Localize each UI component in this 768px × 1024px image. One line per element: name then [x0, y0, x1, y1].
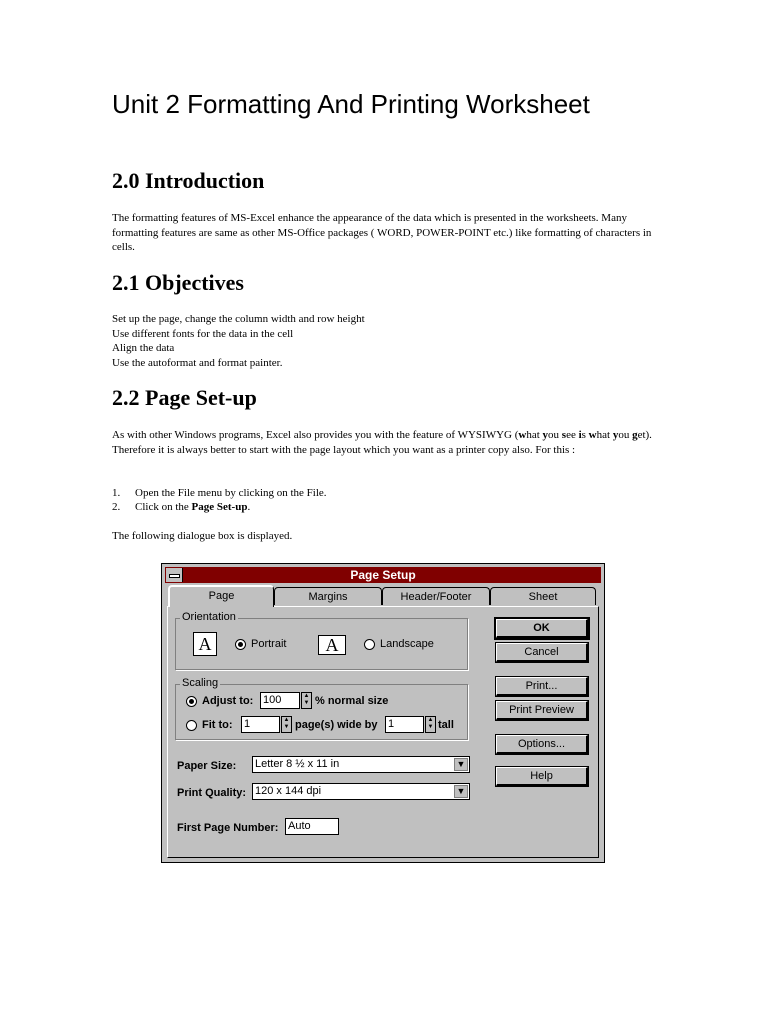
cancel-button[interactable]: Cancel	[496, 643, 588, 662]
fit-tall-input[interactable]: 1	[385, 716, 424, 733]
portrait-page-icon: A	[193, 632, 217, 656]
normal-size-label: % normal size	[315, 695, 389, 707]
fit-to-label: Fit to:	[202, 719, 233, 731]
paper-size-dropdown-icon[interactable]: ▼	[454, 758, 468, 771]
orientation-label: Orientation	[182, 611, 236, 623]
objectives-list	[112, 312, 652, 370]
landscape-radio[interactable]	[364, 639, 375, 650]
print-preview-button[interactable]: Print Preview	[496, 701, 588, 720]
help-button[interactable]: Help	[496, 767, 588, 786]
introduction-paragraph: The formatting features of MS-Excel enhance the appearance of the data which is presented in the worksheets. Many formatting features are same as other MS-Office packages ( WORD, POWER-POINT etc.) like formatting of characters in cells.	[112, 212, 652, 253]
first-page-number-label: First Page Number:	[177, 822, 279, 834]
objective-item: Align the data	[112, 342, 175, 354]
ok-button[interactable]: OK	[496, 619, 588, 638]
tab-sheet[interactable]: Sheet	[490, 587, 596, 605]
page-setup-dialog	[161, 563, 605, 863]
objective-item: Set up the page, change the column width and row height	[112, 313, 365, 325]
landscape-label: Landscape	[380, 638, 434, 650]
pages-wide-label: page(s) wide by	[295, 719, 378, 731]
tall-label: tall	[438, 719, 454, 731]
adjust-to-label: Adjust to:	[202, 695, 254, 707]
adjust-to-input[interactable]: 100	[260, 692, 300, 709]
tab-margins[interactable]: Margins	[274, 587, 382, 605]
scaling-label: Scaling	[182, 677, 219, 689]
portrait-radio[interactable]	[235, 639, 246, 650]
scaling-group	[175, 677, 468, 740]
fit-tall-spinner[interactable]: ▲ ▼	[425, 716, 436, 733]
dialog-title-bar[interactable]	[165, 567, 601, 583]
tab-header-footer[interactable]: Header/Footer	[382, 587, 490, 605]
fit-to-radio[interactable]	[186, 720, 197, 731]
adjust-to-spinner[interactable]: ▲ ▼	[301, 692, 312, 709]
options-button[interactable]: Options...	[496, 735, 588, 754]
step-item: 1. Open the File menu by clicking on the File.	[112, 487, 327, 499]
print-quality-label: Print Quality:	[177, 787, 247, 799]
dialog-intro-text: The following dialogue box is displayed.	[112, 530, 293, 542]
dialog-title: Page Setup	[350, 568, 416, 582]
section-heading-page-setup: 2.2 Page Set-up	[112, 385, 257, 410]
print-button[interactable]: Print...	[496, 677, 588, 696]
tab-page[interactable]: Page	[168, 585, 274, 607]
landscape-page-icon: A	[318, 635, 346, 655]
objective-item: Use the autoformat and format painter.	[112, 356, 283, 369]
orientation-group	[175, 611, 468, 670]
step-item: 2. Click on the Page Set-up.	[112, 501, 251, 513]
print-quality-dropdown-icon[interactable]: ▼	[454, 785, 468, 798]
unit-title: Unit 2 Formatting And Printing Worksheet	[112, 89, 590, 119]
fit-wide-spinner[interactable]: ▲ ▼	[281, 716, 292, 733]
paper-size-label: Paper Size:	[177, 760, 237, 772]
section-heading-introduction: 2.0 Introduction	[112, 168, 265, 193]
page-setup-paragraph: As with other Windows programs, Excel also provides you with the feature of WYSIWYG (what you see is what you get). Therefore it is always better to start with the page layout which you want as a printer copy also. For this :	[112, 429, 652, 456]
system-menu-icon[interactable]	[166, 568, 183, 582]
first-page-number-input[interactable]: Auto	[285, 818, 339, 835]
section-heading-objectives: 2.1 Objectives	[112, 270, 244, 295]
portrait-label: Portrait	[251, 638, 287, 650]
print-quality-select[interactable]: 120 x 144 dpi ▼	[252, 783, 470, 800]
paper-size-select[interactable]: Letter 8 ½ x 11 in ▼	[252, 756, 470, 773]
fit-wide-input[interactable]: 1	[241, 716, 280, 733]
objective-item: Use different fonts for the data in the cell	[112, 327, 294, 340]
adjust-to-radio[interactable]	[186, 696, 197, 707]
